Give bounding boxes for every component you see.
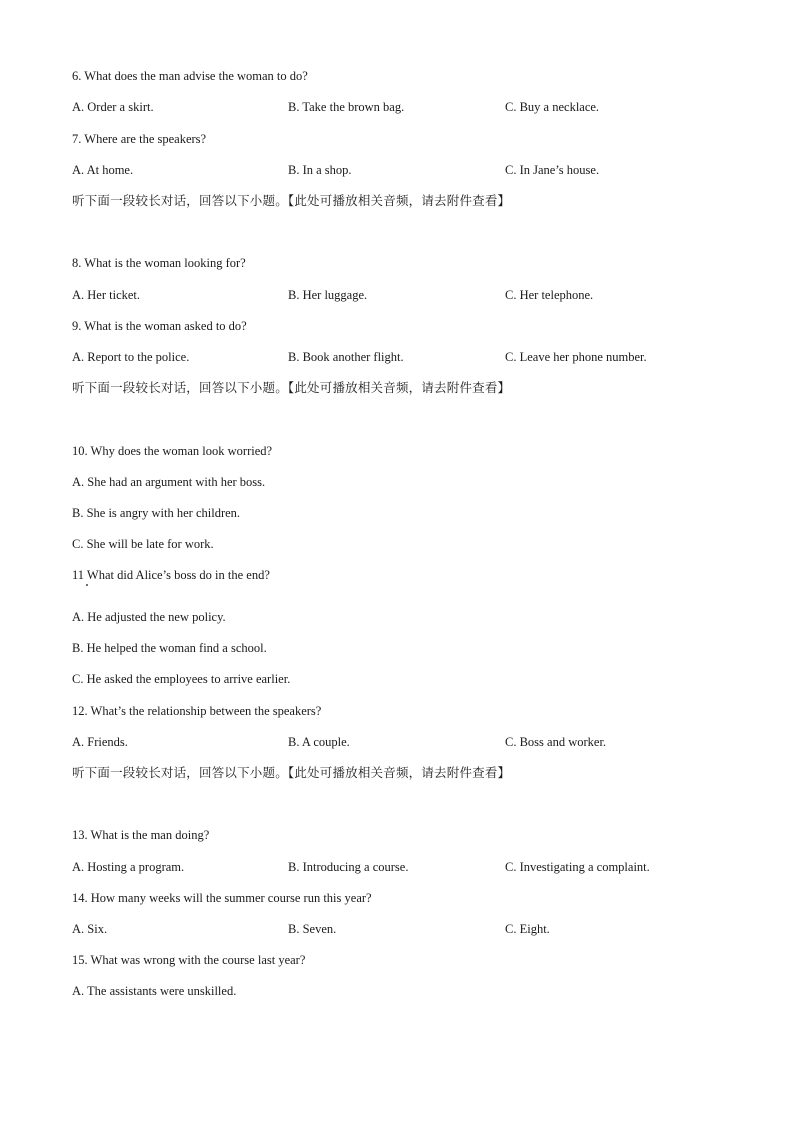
question-9-option-b: B. Book another flight. [288,350,404,364]
question-13-option-c: C. Investigating a complaint. [505,860,650,874]
question-12-option-a: A. Friends. [72,735,128,749]
question-9-option-a: A. Report to the police. [72,350,190,364]
question-14-option-b: B. Seven. [288,922,337,936]
listening-instruction-3: 听下面一段较长对话，回答以下小题。【此处可播放相关音频，请去附件查看】 [72,765,511,780]
question-7-options [72,162,752,178]
question-13-stem: 13. What is the man doing? [72,828,210,842]
stray-dot-mark [86,584,88,586]
question-9-option-c: C. Leave her phone number. [505,350,647,364]
question-12-options [72,734,752,750]
question-13-option-a: A. Hosting a program. [72,860,185,874]
question-7-option-c: C. In Jane’s house. [505,163,600,177]
question-8-option-c: C. Her telephone. [505,288,594,302]
question-10-stem: 10. Why does the woman look worried? [72,444,273,458]
question-10-option-c: C. She will be late for work. [72,537,214,551]
question-8-option-a: A. Her ticket. [72,288,141,302]
listening-instruction-2: 听下面一段较长对话，回答以下小题。【此处可播放相关音频，请去附件查看】 [72,380,511,395]
question-8-option-b: B. Her luggage. [288,288,368,302]
question-14-stem: 14. How many weeks will the summer course run this year? [72,891,372,905]
question-8-options [72,287,752,303]
question-12-stem: 12. What’s the relationship between the speakers? [72,704,322,718]
question-11-option-a: A. He adjusted the new policy. [72,610,226,624]
question-7-option-b: B. In a shop. [288,163,352,177]
question-6-option-b: B. Take the brown bag. [288,100,405,114]
question-15-stem: 15. What was wrong with the course last year? [72,953,306,967]
question-14-option-a: A. Six. [72,922,108,936]
question-13-option-b: B. Introducing a course. [288,860,409,874]
question-6-option-a: A. Order a skirt. [72,100,154,114]
question-12-option-b: B. A couple. [288,735,350,749]
question-8-stem: 8. What is the woman looking for? [72,256,246,270]
question-9-options [72,349,752,365]
question-12-option-c: C. Boss and worker. [505,735,607,749]
question-6-option-c: C. Buy a necklace. [505,100,600,114]
question-6-stem: 6. What does the man advise the woman to do? [72,69,308,83]
question-10-option-a: A. She had an argument with her boss. [72,475,266,489]
question-15-option-a: A. The assistants were unskilled. [72,984,237,998]
question-13-options [72,859,752,875]
listening-instruction-1: 听下面一段较长对话，回答以下小题。【此处可播放相关音频，请去附件查看】 [72,193,511,208]
question-10-option-b: B. She is angry with her children. [72,506,241,520]
question-6-options [72,99,752,115]
question-9-stem: 9. What is the woman asked to do? [72,319,247,333]
question-7-option-a: A. At home. [72,163,134,177]
question-7-stem: 7. Where are the speakers? [72,132,207,146]
question-11-option-c: C. He asked the employees to arrive earlier. [72,672,291,686]
question-14-option-c: C. Eight. [505,922,550,936]
question-11-stem: 11 What did Alice’s boss do in the end? [72,568,270,582]
question-14-options [72,921,752,937]
question-11-option-b: B. He helped the woman find a school. [72,641,267,655]
